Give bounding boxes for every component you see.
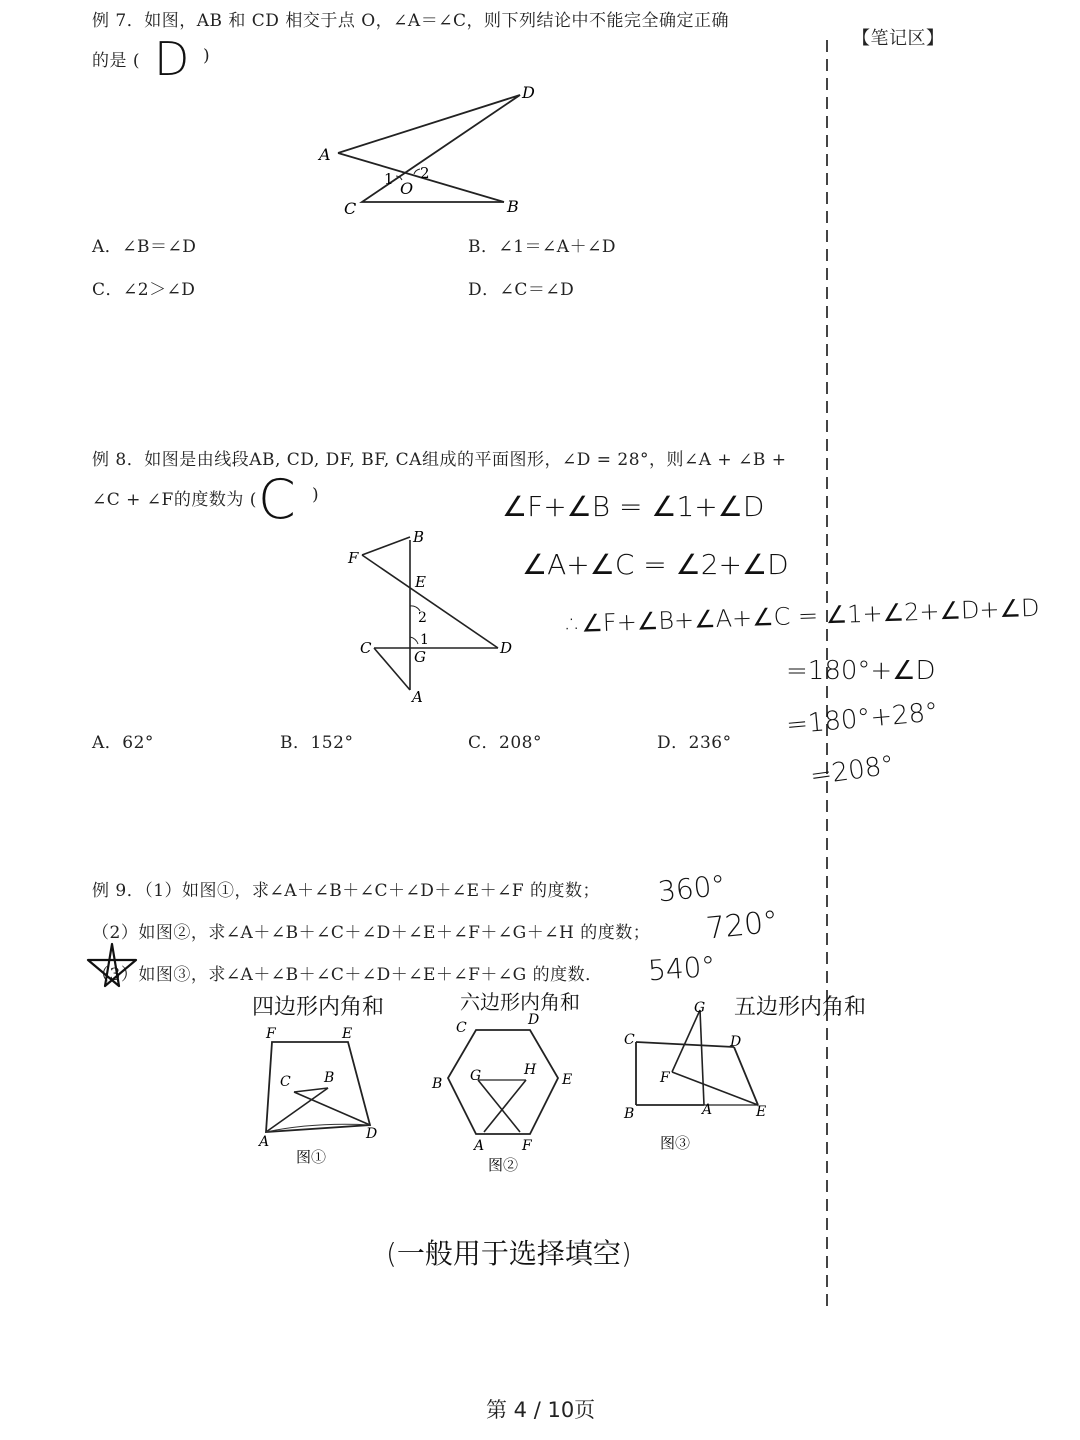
ex9-fig3-G: G [694, 1000, 706, 1016]
ex9-fig1-C: C [280, 1074, 291, 1090]
ex8-handwritten-answer: C [258, 468, 296, 531]
ex7-option-A: A．∠B＝∠D [92, 237, 197, 257]
ex9-fig3-C: C [624, 1032, 635, 1048]
ex8-handwriting-line2: ∠A+∠C = ∠2+∠D [522, 548, 789, 581]
ex8-label-2: 2 [418, 610, 427, 626]
ex7-stem-line1: 例 7．如图，AB 和 CD 相交于点 O，∠A＝∠C，则下列结论中不能完全确定正确 [92, 11, 729, 31]
ex7-option-C: C．∠2＞∠D [92, 280, 196, 300]
ex9-fig2-note: 六边形内角和 [460, 990, 580, 1014]
notes-header: 【笔记区】 [852, 28, 945, 49]
ex7-figure [310, 80, 570, 220]
ex9-line2: （2）如图②，求∠A＋∠B＋∠C＋∠D＋∠E＋∠F＋∠G＋∠H 的度数； [92, 923, 651, 943]
ex8-label-1: 1 [420, 632, 429, 648]
ex9-figure-2 [430, 1012, 580, 1172]
ex8-figure [340, 520, 540, 706]
ex8-label-F: F [348, 549, 359, 567]
ex9-fig2-D: D [528, 1012, 540, 1028]
ex9-fig1-E: E [342, 1026, 353, 1042]
ex7-stem-line2-prefix: 的是 ( [92, 51, 141, 71]
ex7-label-O: O [400, 179, 414, 198]
ex7-label-D: D [522, 83, 535, 102]
ex9-fig1-caption: 图① [296, 1148, 327, 1166]
ex9-fig2-C: C [456, 1020, 467, 1036]
ex7-stem-line2-suffix: ) [203, 46, 211, 66]
ex8-handwriting-line4: =180°+∠D [786, 656, 936, 686]
ex9-fig3-B: B [624, 1106, 635, 1122]
ex8-handwriting-line5: =180°+28° [784, 697, 940, 741]
ex9-answer-2: 720° [704, 904, 780, 947]
ex8-handwriting-line6: =208° [808, 750, 897, 792]
notes-divider [822, 40, 832, 1340]
ex8-stem-line2-suffix: ) [312, 485, 320, 505]
ex9-bottom-note: (一般用于选择填空) [386, 1237, 632, 1270]
ex7-label-B: B [507, 197, 519, 216]
ex9-fig2-G: G [470, 1068, 482, 1084]
ex9-fig2-A: A [474, 1138, 485, 1154]
ex7-handwritten-answer: D [154, 32, 190, 86]
ex9-fig1-D: D [366, 1126, 378, 1142]
ex9-fig2-H: H [524, 1062, 537, 1078]
ex9-fig2-caption: 图② [488, 1156, 519, 1174]
ex8-option-A: A．62° [92, 733, 154, 753]
ex8-option-B: B．152° [280, 733, 354, 753]
ex9-fig1-A: A [259, 1134, 270, 1150]
ex9-line3: （3）如图③，求∠A＋∠B＋∠C＋∠D＋∠E＋∠F＋∠G 的度数． [92, 965, 603, 985]
ex7-option-B: B．∠1＝∠A＋∠D [468, 237, 616, 257]
ex9-fig3-A: A [702, 1102, 713, 1118]
ex8-label-B: B [413, 528, 425, 546]
ex8-handwriting-line3: ∴∠F+∠B+∠A+∠C = ∠1+∠2+∠D+∠D [565, 593, 1040, 639]
ex8-stem-line1: 例 8．如图是由线段AB, CD, DF, BF, CA组成的平面图形，∠D = 28°，则∠A + ∠B + [92, 450, 787, 470]
ex9-fig3-F: F [660, 1070, 670, 1086]
ex9-fig1-note: 四边形内角和 [252, 995, 385, 1020]
ex9-fig2-E: E [562, 1072, 573, 1088]
ex8-label-E: E [415, 573, 426, 591]
ex8-stem-line2-prefix: ∠C + ∠F的度数为 ( [92, 490, 257, 510]
ex7-option-D: D．∠C＝∠D [468, 280, 575, 300]
ex9-fig3-note: 五边形内角和 [734, 995, 867, 1020]
page-footer: 第 4 / 10页 [486, 1398, 596, 1422]
ex8-label-A: A [412, 688, 423, 706]
ex9-line1: 例 9．（1）如图①，求∠A＋∠B＋∠C＋∠D＋∠E＋∠F 的度数； [92, 881, 601, 901]
ex7-label-2: 2 [420, 164, 430, 182]
ex8-label-C: C [360, 639, 372, 657]
ex8-option-C: C．208° [468, 733, 542, 753]
ex9-answer-1: 360° [656, 868, 727, 909]
ex9-answer-3: 540° [646, 949, 717, 988]
ex9-figure-3 [616, 1000, 786, 1160]
star-mark-icon [82, 940, 142, 1000]
ex8-label-G: G [414, 648, 426, 666]
ex8-option-D: D．236° [657, 733, 732, 753]
ex9-fig1-B: B [324, 1070, 335, 1086]
ex7-label-C: C [344, 199, 357, 218]
ex9-figure-1 [254, 1022, 404, 1172]
ex8-label-D: D [500, 639, 513, 657]
ex9-fig2-F: F [522, 1138, 532, 1154]
ex7-label-A: A [319, 145, 331, 164]
ex8-handwriting-line1: ∠F+∠B = ∠1+∠D [502, 490, 765, 523]
ex9-fig3-D: D [730, 1034, 742, 1050]
ex9-fig2-B: B [432, 1076, 443, 1092]
ex7-label-1: 1 [384, 170, 394, 188]
ex9-fig1-F: F [266, 1026, 276, 1042]
ex9-fig3-E: E [756, 1104, 767, 1120]
ex9-fig3-caption: 图③ [660, 1134, 691, 1152]
